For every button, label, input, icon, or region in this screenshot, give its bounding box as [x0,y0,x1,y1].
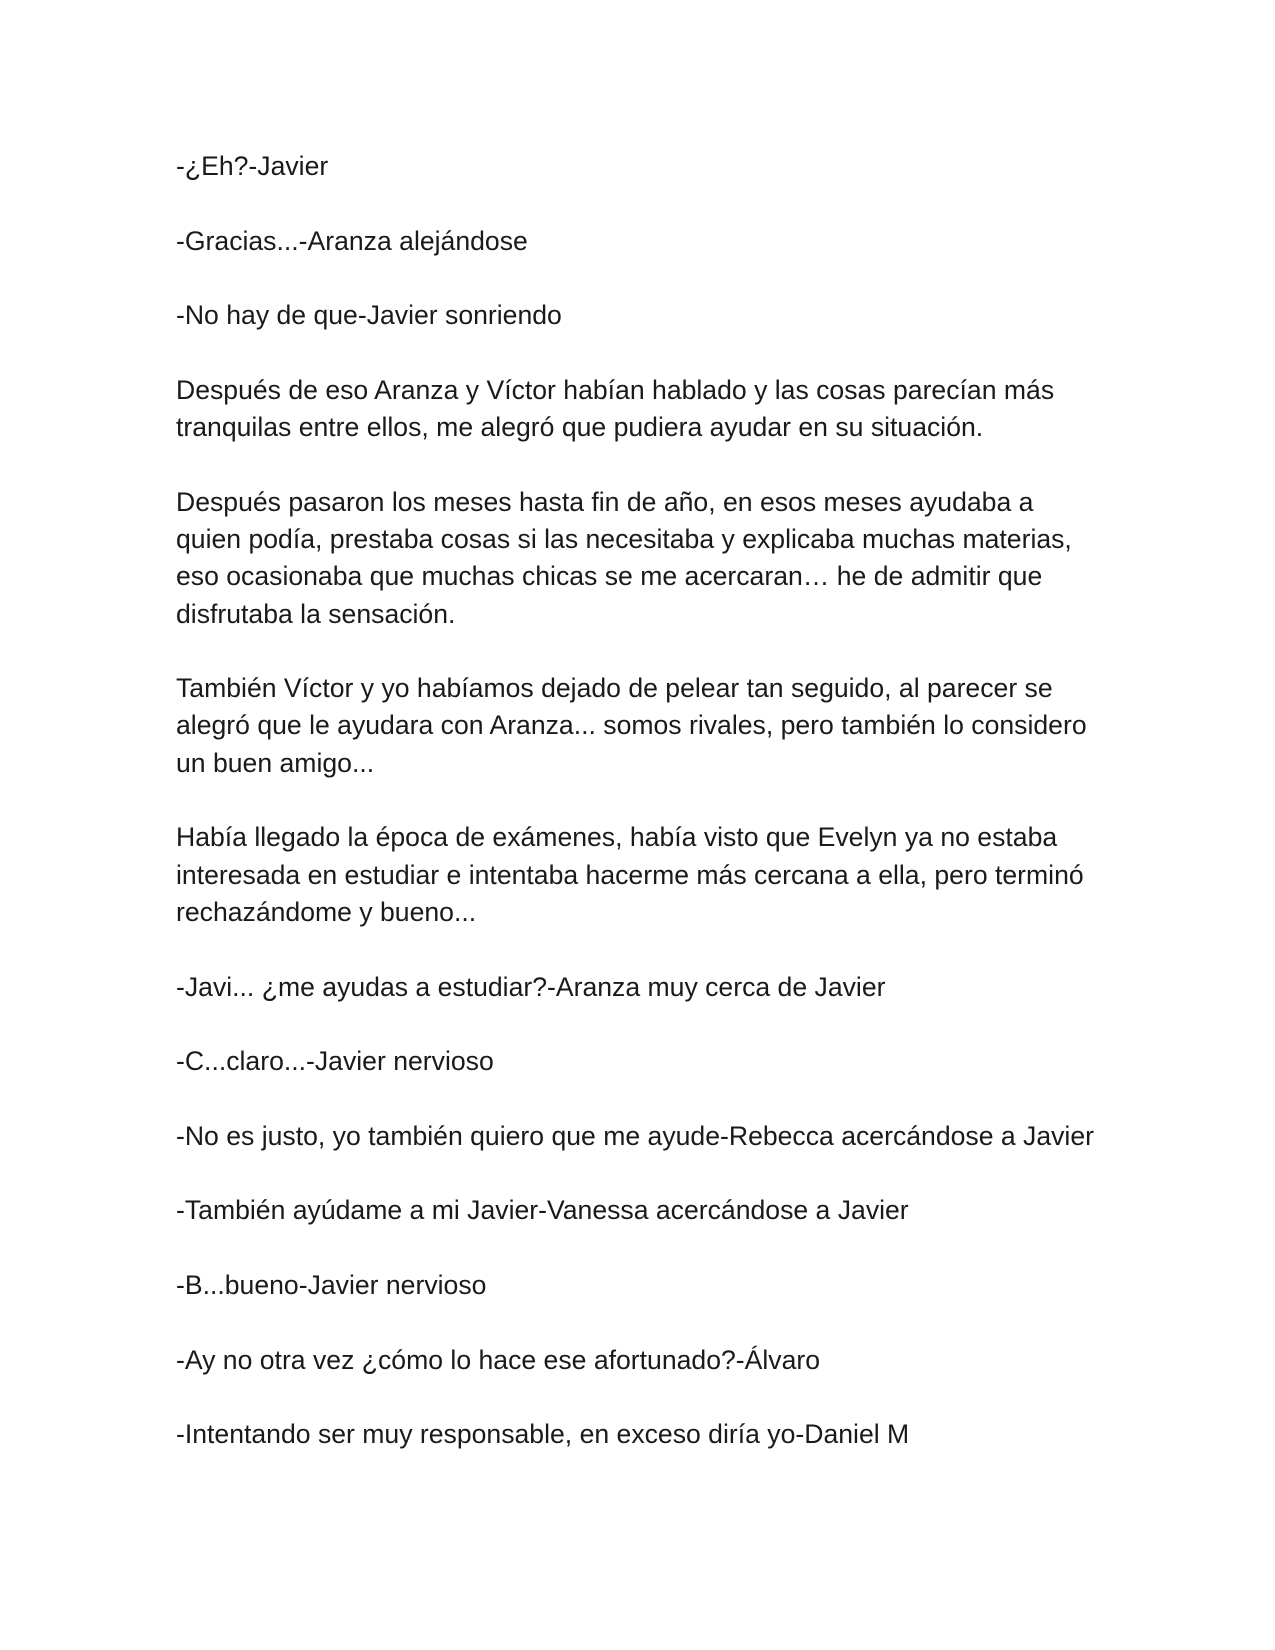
paragraph-9: -C...claro...-Javier nervioso [176,1046,494,1077]
paragraph-3: -No hay de que-Javier sonriendo [176,300,562,331]
paragraph-1: -¿Eh?-Javier [176,151,329,181]
paragraph-12: -B...bueno-Javier nervioso [176,1269,487,1300]
document-body [176,148,1096,1491]
paragraph-5: Después pasaron los meses hasta fin de año, en esos meses ayudaba a quien podía, prestaba cosas si las necesitaba y explicaba muchas materias, eso ocasionaba que muchas chicas se me acercaran… he de admitir que disfrutaba la sensación. [176,486,1072,629]
paragraph-6: También Víctor y yo habíamos dejado de pelear tan seguido, al parecer se alegró que le ayudara con Aranza... somos rivales, pero también lo considero un buen amigo... [176,673,1087,778]
paragraph-10: -No es justo, yo también quiero que me ayude-Rebecca acercándose a Javier [176,1120,1094,1151]
paragraph-13: -Ay no otra vez ¿cómo lo hace ese afortunado?-Álvaro [176,1344,821,1375]
paragraph-4: Después de eso Aranza y Víctor habían hablado y las cosas parecían más tranquilas entre ellos, me alegró que pudiera ayudar en su situación. [176,374,1055,443]
paragraph-11: -También ayúdame a mi Javier-Vanessa acercándose a Javier [176,1195,909,1226]
paragraph-8: -Javi... ¿me ayudas a estudiar?-Aranza muy cerca de Javier [176,971,886,1002]
paragraph-2: -Gracias...-Aranza alejándose [176,225,528,256]
paragraph-14: -Intentando ser muy responsable, en exceso diría yo-Daniel M [176,1419,910,1450]
paragraph-7: Había llegado la época de exámenes, había visto que Evelyn ya no estaba interesada en estudiar e intentaba hacerme más cercana a ella, pero terminó rechazándome y bueno... [176,822,1084,927]
